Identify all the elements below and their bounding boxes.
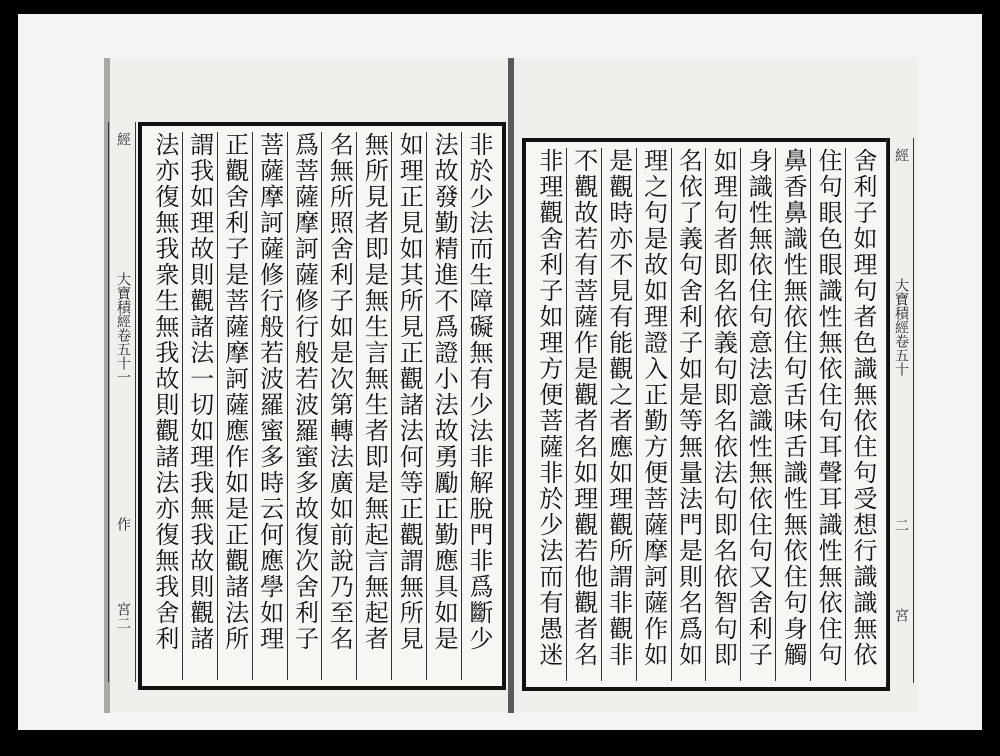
- margin-volume: 大寶積經卷五十: [893, 278, 909, 376]
- text-column: [705, 148, 740, 681]
- column-text: 無所見者即是無生言無生者即是無起言無起者: [360, 132, 389, 652]
- right-page: [514, 58, 918, 713]
- text-column: [601, 148, 636, 681]
- open-book: [104, 58, 918, 713]
- text-column: [391, 132, 426, 680]
- text-column: [252, 132, 287, 680]
- margin-page-number: 宮: [893, 608, 909, 622]
- column-text: 名無所照舍利子如是次第轉法廣如前說乃至名: [325, 132, 354, 652]
- text-column: [810, 148, 845, 681]
- right-margin-strip: [886, 138, 914, 683]
- column-text: 如理正見如其所見正觀諸法何等正觀謂無所見: [395, 132, 424, 652]
- scan-edge-mark: [0, 330, 10, 390]
- column-text: 如理句者即名依義句即名依法句即名依智句即: [709, 148, 738, 668]
- margin-lower: 作: [115, 517, 131, 531]
- column-text: 身識性無依住句意法意識性無依住句又舍利子: [744, 148, 773, 668]
- column-text: 菩薩摩訶薩修行般若波羅蜜多時云何應學如理: [255, 132, 284, 652]
- column-text: 正觀舍利子是菩薩摩訶薩應作如是正觀諸法所: [220, 132, 249, 652]
- margin-volume: 大寶積經卷五十一: [115, 272, 131, 384]
- text-column: [182, 132, 217, 680]
- margin-page-number: 宮二: [115, 602, 131, 630]
- text-column: [532, 148, 566, 681]
- text-column: [671, 148, 706, 681]
- column-text: 非理觀舍利子如理方便菩薩非於少法而有愚迷: [534, 148, 563, 668]
- text-column: [148, 132, 182, 680]
- margin-title: 經: [115, 132, 131, 146]
- column-text: 鼻香鼻識性無依住句舌味舌識性無依住句身觸: [779, 148, 808, 668]
- text-column: [321, 132, 356, 680]
- column-text: 名依了義句舍利子如是等無量法門是則名爲如: [674, 148, 703, 668]
- column-text: 不觀故若有菩薩作是觀者名如理觀若他觀者名: [569, 148, 598, 668]
- right-text-frame: [522, 138, 890, 691]
- column-text: 住句眼色眼識性無依住句耳聲耳識性無依住句: [814, 148, 843, 668]
- left-page: [104, 58, 508, 713]
- left-text-frame: [138, 122, 506, 690]
- column-text: 法故發勤精進不爲證小法故勇勵正勤應具如是: [430, 132, 459, 652]
- text-column: [566, 148, 601, 681]
- text-column: [636, 148, 671, 681]
- left-columns: [148, 132, 496, 680]
- text-column: [426, 132, 461, 680]
- column-text: 法亦復無我衆生無我故則觀諸法亦復無我舍利: [150, 132, 179, 652]
- scan-sheet: [18, 14, 982, 730]
- margin-lower: 二: [893, 518, 909, 532]
- left-margin-strip: [108, 122, 136, 682]
- text-column: [461, 132, 496, 680]
- column-text: 謂我如理故則觀諸法一切如理我無我故則觀諸: [185, 132, 214, 652]
- column-text: 舍利子如理句者色識無依住句受想行識識無依: [849, 148, 878, 668]
- text-column: [217, 132, 252, 680]
- right-columns: [532, 148, 880, 681]
- column-text: 是觀時亦不見有能觀之者應如理觀所謂非觀非: [604, 148, 633, 668]
- text-column: [356, 132, 391, 680]
- text-column: [287, 132, 322, 680]
- scan-edge-mark: [990, 330, 1000, 390]
- text-column: [775, 148, 810, 681]
- margin-title: 經: [893, 148, 909, 162]
- column-text: 非於少法而生障礙無有少法非解脫門非爲斷少: [465, 132, 494, 652]
- column-text: 理之句是故如理證入正勤方便菩薩摩訶薩作如: [639, 148, 668, 668]
- column-text: 爲菩薩摩訶薩修行般若波羅蜜多故復次舍利子: [290, 132, 319, 652]
- text-column: [740, 148, 775, 681]
- text-column: [845, 148, 880, 681]
